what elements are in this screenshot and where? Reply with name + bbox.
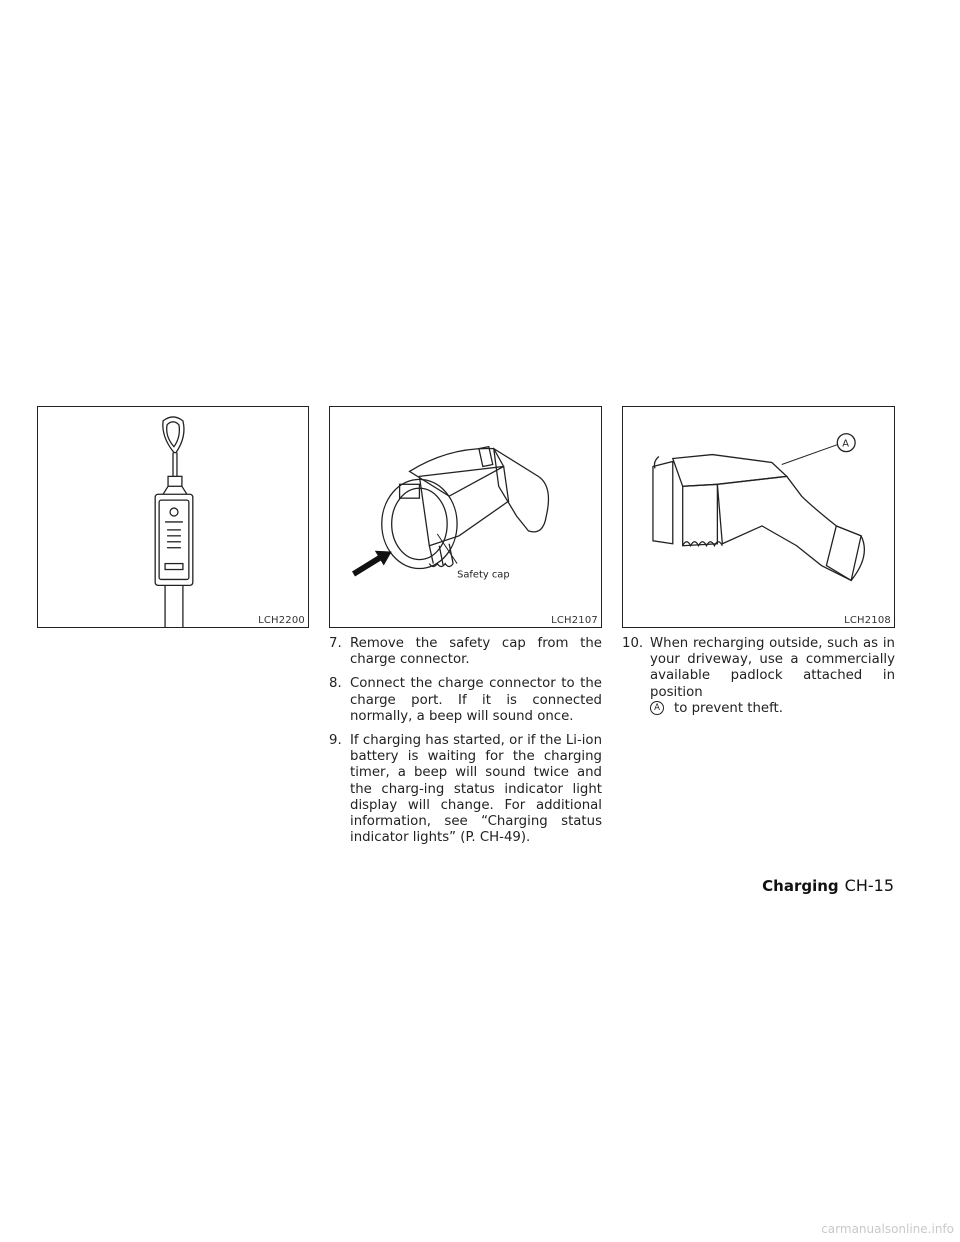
steps-column-right xyxy=(622,636,895,725)
safety-cap-callout: Safety cap xyxy=(457,569,510,581)
step-number: 8. xyxy=(329,676,342,692)
step-number: 10. xyxy=(622,636,644,651)
step-text: If charging has started, or if the Li-ion battery is waiting for the charging timer, a beep will sound twice and the charg-ing status indicator light display will change. For additional information, see “Charging status indicator lights” (P. CH-49). xyxy=(350,733,602,846)
step-9 xyxy=(329,733,602,846)
figure-safety-cap xyxy=(329,406,602,628)
figure-evse-cable xyxy=(37,406,309,628)
figure-code: LCH2107 xyxy=(551,615,598,626)
charge-connector-illustration xyxy=(330,407,601,627)
step-8 xyxy=(329,676,602,725)
step-10 xyxy=(622,636,895,717)
step-text xyxy=(650,636,895,717)
steps-column-middle xyxy=(329,636,602,854)
step-text-before: When recharging outside, such as in your driveway, use a commercially available padlock attached in position xyxy=(650,636,895,700)
watermark: carmanualsonline.info xyxy=(821,1222,954,1236)
step-number: 9. xyxy=(329,733,342,749)
page-footer xyxy=(762,876,894,895)
step-text: Connect the charge connector to the charge port. If it is connected normally, a beep will sound once. xyxy=(350,676,602,724)
padlock-position-illustration xyxy=(623,407,894,627)
section-name: Charging xyxy=(762,877,839,895)
position-a-callout: A xyxy=(842,438,850,450)
page-number: CH-15 xyxy=(844,876,894,895)
figure-code: LCH2200 xyxy=(258,615,305,626)
step-7 xyxy=(329,636,602,668)
figure-code: LCH2108 xyxy=(844,615,891,626)
step-text: Remove the safety cap from the charge connector. xyxy=(350,636,602,668)
position-a-marker: A xyxy=(650,701,664,715)
figure-padlock-position xyxy=(622,406,895,628)
evse-cable-illustration xyxy=(38,407,308,627)
step-number: 7. xyxy=(329,636,342,651)
step-text-after: to prevent theft. xyxy=(674,700,783,716)
